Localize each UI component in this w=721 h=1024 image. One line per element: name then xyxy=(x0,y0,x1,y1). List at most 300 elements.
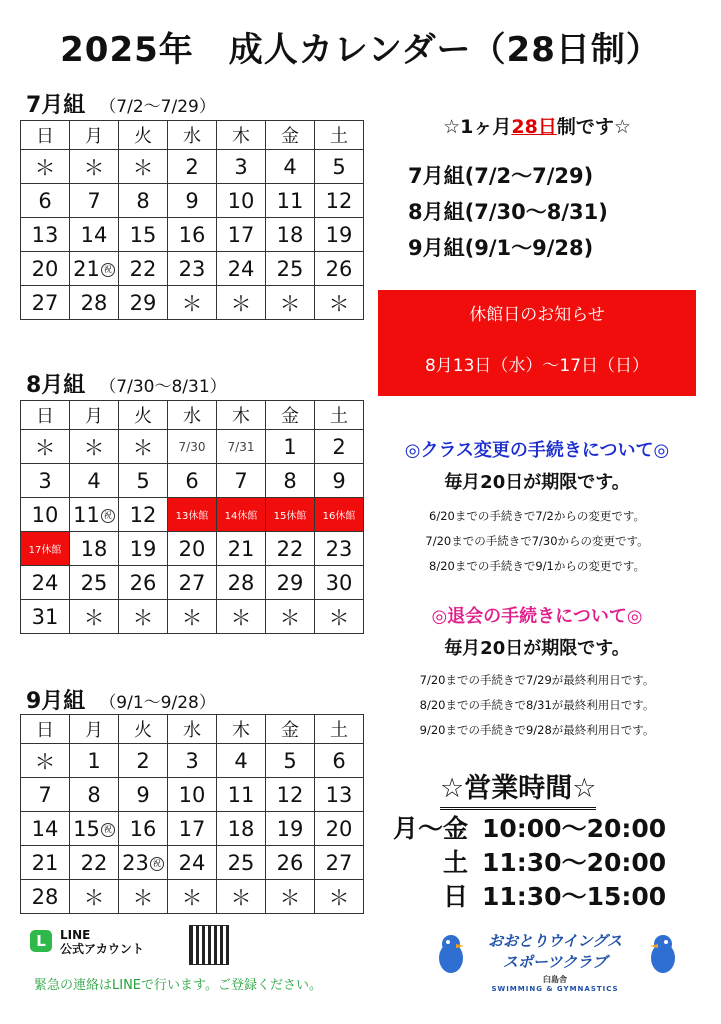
calendar-name: 7月組 xyxy=(26,93,86,118)
line-account: 公式アカウント xyxy=(60,942,144,956)
calendar-day-value: ＊ xyxy=(328,885,350,910)
calendar-day-value: ＊ xyxy=(279,291,301,316)
calendar-day-value: 6 xyxy=(38,188,52,213)
calendar-day-value: 1 xyxy=(283,434,297,459)
calendar-day-cell xyxy=(70,150,119,184)
weekday-header: 月 xyxy=(70,401,119,430)
calendar-day-cell xyxy=(217,218,266,252)
calendar-day-value: ＊ xyxy=(34,749,56,774)
calendar-day-value: ＊ xyxy=(279,885,301,910)
weekday-header: 木 xyxy=(217,121,266,150)
calendar-day-value: ＊ xyxy=(230,291,252,316)
withdrawal-line: 9/20までの手続きで9/28が最終利用日です。 xyxy=(419,723,655,737)
calendar-day-cell xyxy=(315,464,364,498)
calendar-day-value: ＊ xyxy=(230,605,252,630)
weekday-header: 月 xyxy=(70,715,119,744)
calendar-day-value: ＊ xyxy=(34,155,56,180)
calendar-day-value: 26 xyxy=(276,850,304,875)
weekday-header: 金 xyxy=(266,121,315,150)
page-title: 2025年 成人カレンダー（28日制） xyxy=(60,30,661,70)
calendar-july xyxy=(20,120,364,320)
calendar-day-value: 21 xyxy=(73,256,100,281)
weekday-header: 日 xyxy=(21,715,70,744)
calendar-day-value: 23 xyxy=(325,536,353,561)
hours-list xyxy=(372,812,666,914)
class-change-deadline: 毎月20日が期限です。 xyxy=(444,472,630,493)
calendar-day-cell xyxy=(315,846,364,880)
class-change-lines xyxy=(372,504,702,579)
group-list xyxy=(408,158,721,266)
calendar-day-value: ＊ xyxy=(83,885,105,910)
calendar-day-value: 8 xyxy=(87,782,101,807)
calendar-day-value: 12 xyxy=(276,782,304,807)
calendar-day-value: 11 xyxy=(227,782,255,807)
calendar-day-value: 9 xyxy=(185,188,199,213)
calendar-day-value: 7 xyxy=(87,188,101,213)
calendar-day-value: 1 xyxy=(87,748,101,773)
calendar-day-value: 31 xyxy=(31,604,59,629)
calendar-day-cell xyxy=(119,252,168,286)
calendar-day-cell xyxy=(315,880,364,914)
calendar-day-cell xyxy=(266,532,315,566)
calendar-day-cell xyxy=(266,150,315,184)
calendar-label-august xyxy=(26,368,227,399)
calendar-day-cell xyxy=(168,464,217,498)
calendar-day-value: 22 xyxy=(129,256,157,281)
calendar-day-value: 9 xyxy=(136,782,150,807)
calendar-day-value: 5 xyxy=(332,154,346,179)
calendar-week-row xyxy=(21,880,364,914)
calendar-day-value: 18 xyxy=(80,536,108,561)
holiday-badge: 祝 xyxy=(101,509,115,523)
weekday-header: 火 xyxy=(119,715,168,744)
calendar-day-value: 19 xyxy=(325,222,353,247)
calendar-day-value: 22 xyxy=(80,850,108,875)
class-change-line: 8/20までの手続きで9/1からの変更です。 xyxy=(429,559,645,573)
calendar-day-value: 24 xyxy=(227,256,255,281)
calendar-day-cell xyxy=(168,778,217,812)
calendar-week-row xyxy=(21,184,364,218)
hours-title: ☆営業時間☆ xyxy=(440,766,596,810)
calendar-week-row xyxy=(21,744,364,778)
calendar-day-cell xyxy=(119,566,168,600)
calendar-label-july xyxy=(26,88,216,119)
calendar-day-cell xyxy=(266,744,315,778)
withdrawal-lines xyxy=(372,668,702,743)
calendar-day-cell xyxy=(168,184,217,218)
calendar-day-cell xyxy=(315,778,364,812)
calendar-september xyxy=(20,714,364,914)
calendar-name: 8月組 xyxy=(26,373,86,398)
calendar-day-cell xyxy=(21,744,70,778)
calendar-day-cell xyxy=(217,498,266,532)
calendar-day-cell xyxy=(70,464,119,498)
calendar-day-cell xyxy=(315,218,364,252)
calendar-day-cell xyxy=(70,498,119,532)
calendar-day-cell xyxy=(168,846,217,880)
weekday-header: 金 xyxy=(266,715,315,744)
class-change-heading: ◎クラス変更の手続きについて◎ xyxy=(404,440,670,461)
hours-row xyxy=(372,812,666,846)
calendar-day-cell xyxy=(119,880,168,914)
calendar-august xyxy=(20,400,364,634)
line-logo-icon: L xyxy=(30,930,52,952)
calendar-day-value: 22 xyxy=(276,536,304,561)
calendar-day-value: 13 xyxy=(325,782,353,807)
calendar-day-cell xyxy=(21,778,70,812)
system-title xyxy=(372,112,702,139)
calendar-day-value: 27 xyxy=(31,290,59,315)
calendar-day-cell xyxy=(70,532,119,566)
calendar-day-value: 29 xyxy=(276,570,304,595)
calendar-day-value: 27 xyxy=(325,850,353,875)
calendar-day-cell xyxy=(266,184,315,218)
calendar-day-value: 23 xyxy=(122,850,149,875)
calendar-day-cell xyxy=(266,218,315,252)
calendar-day-value: 28 xyxy=(80,290,108,315)
closed-notice xyxy=(378,290,696,396)
calendar-week-row xyxy=(21,846,364,880)
calendar-week-row xyxy=(21,150,364,184)
calendar-day-value: 7 xyxy=(234,468,248,493)
calendar-day-cell xyxy=(70,252,119,286)
withdrawal-line: 8/20までの手続きで8/31が最終利用日です。 xyxy=(419,698,655,712)
calendar-day-cell xyxy=(21,430,70,464)
calendar-day-cell xyxy=(217,880,266,914)
calendar-day-cell xyxy=(266,600,315,634)
calendar-day-value: 14休館 xyxy=(224,511,258,522)
hours-time: 11:30〜20:00 xyxy=(482,848,667,877)
calendar-day-cell xyxy=(119,286,168,320)
calendar-day-cell xyxy=(266,846,315,880)
calendar-day-value: 7/30 xyxy=(178,439,206,454)
calendar-day-cell xyxy=(217,286,266,320)
calendar-day-value: ＊ xyxy=(83,435,105,460)
calendar-day-cell xyxy=(217,252,266,286)
calendar-day-value: 18 xyxy=(227,816,255,841)
calendar-day-cell xyxy=(21,286,70,320)
calendar-day-cell xyxy=(119,184,168,218)
calendar-day-value: 26 xyxy=(129,570,157,595)
calendar-day-cell xyxy=(119,744,168,778)
calendar-day-cell xyxy=(70,846,119,880)
calendar-day-cell xyxy=(70,880,119,914)
calendar-day-cell xyxy=(21,464,70,498)
system-title-highlight: 28日 xyxy=(511,116,557,138)
calendar-day-value: 7 xyxy=(38,782,52,807)
calendar-day-value: 8 xyxy=(136,188,150,213)
weekday-header-row xyxy=(21,401,364,430)
weekday-header: 土 xyxy=(315,715,364,744)
calendar-day-cell xyxy=(168,286,217,320)
calendar-day-value: 16 xyxy=(129,816,157,841)
calendar-week-row xyxy=(21,430,364,464)
weekday-header: 金 xyxy=(266,401,315,430)
calendar-day-cell xyxy=(168,532,217,566)
calendar-day-cell xyxy=(315,150,364,184)
withdrawal-heading: ◎退会の手続きについて◎ xyxy=(431,606,643,627)
calendar-range: （7/2〜7/29） xyxy=(99,97,216,117)
calendar-day-value: ＊ xyxy=(279,605,301,630)
weekday-header: 水 xyxy=(168,715,217,744)
withdrawal-line: 7/20までの手続きで7/29が最終利用日です。 xyxy=(419,673,655,687)
calendar-week-row xyxy=(21,600,364,634)
calendar-day-value: ＊ xyxy=(132,435,154,460)
bird-mascot-icon xyxy=(432,930,470,980)
calendar-day-cell xyxy=(266,286,315,320)
calendar-day-value: ＊ xyxy=(34,435,56,460)
system-title-suffix: 制です☆ xyxy=(556,116,631,138)
line-name: LINE xyxy=(60,928,91,942)
calendar-day-cell xyxy=(315,812,364,846)
calendar-day-cell xyxy=(70,600,119,634)
club-tagline: SWIMMING & GYMNASTICS xyxy=(491,985,619,993)
calendar-day-cell xyxy=(315,744,364,778)
calendar-day-cell xyxy=(168,150,217,184)
calendar-label-september xyxy=(26,684,216,715)
calendar-day-value: 17休館 xyxy=(28,545,62,556)
holiday-badge: 祝 xyxy=(150,857,164,871)
club-name-1: おおとりウイングス xyxy=(487,932,623,950)
calendar-week-row xyxy=(21,812,364,846)
calendar-day-cell xyxy=(70,218,119,252)
calendar-day-cell xyxy=(21,252,70,286)
calendar-day-value: 24 xyxy=(178,850,206,875)
calendar-day-cell xyxy=(119,778,168,812)
hours-day: 土 xyxy=(442,848,468,877)
calendar-day-value: ＊ xyxy=(83,155,105,180)
calendar-day-value: 21 xyxy=(31,850,59,875)
calendar-day-cell xyxy=(315,498,364,532)
weekday-header: 土 xyxy=(315,121,364,150)
calendar-day-value: 2 xyxy=(332,434,346,459)
calendar-day-cell xyxy=(217,464,266,498)
calendar-day-value: ＊ xyxy=(181,291,203,316)
calendar-week-row xyxy=(21,498,364,532)
calendar-week-row xyxy=(21,286,364,320)
calendar-day-value: 13 xyxy=(31,222,59,247)
calendar-day-value: 16 xyxy=(178,222,206,247)
calendar-day-cell xyxy=(21,218,70,252)
calendar-day-cell xyxy=(21,600,70,634)
calendar-day-cell xyxy=(315,600,364,634)
calendar-day-value: 13休館 xyxy=(175,511,209,522)
calendar-day-value: 26 xyxy=(325,256,353,281)
calendar-week-row xyxy=(21,218,364,252)
calendar-day-value: ＊ xyxy=(132,155,154,180)
closed-heading: 休館日のお知らせ xyxy=(469,305,605,325)
calendar-day-value: 25 xyxy=(227,850,255,875)
calendar-day-cell xyxy=(168,744,217,778)
calendar-day-value: 11 xyxy=(276,188,304,213)
calendar-day-cell xyxy=(119,464,168,498)
weekday-header: 日 xyxy=(21,401,70,430)
calendar-day-value: ＊ xyxy=(230,885,252,910)
calendar-day-value: 18 xyxy=(276,222,304,247)
calendar-day-cell xyxy=(168,600,217,634)
calendar-day-value: 5 xyxy=(136,468,150,493)
calendar-day-cell xyxy=(119,430,168,464)
calendar-day-cell xyxy=(70,430,119,464)
calendar-day-value: 17 xyxy=(227,222,255,247)
calendar-day-value: 20 xyxy=(31,256,59,281)
calendar-day-cell xyxy=(21,184,70,218)
calendar-day-value: 10 xyxy=(31,502,59,527)
calendar-day-cell xyxy=(217,600,266,634)
calendar-day-value: 15 xyxy=(129,222,157,247)
calendar-day-value: 5 xyxy=(283,748,297,773)
group-item: 9月組(9/1〜9/28) xyxy=(408,236,594,260)
calendar-day-value: 27 xyxy=(178,570,206,595)
withdrawal-deadline: 毎月20日が期限です。 xyxy=(444,638,630,659)
calendar-day-cell xyxy=(315,566,364,600)
calendar-day-cell xyxy=(315,252,364,286)
holiday-badge: 祝 xyxy=(101,263,115,277)
calendar-day-value: ＊ xyxy=(181,885,203,910)
system-title-prefix: ☆1ヶ月 xyxy=(443,116,512,138)
calendar-day-cell xyxy=(217,184,266,218)
calendar-day-cell xyxy=(21,846,70,880)
calendar-day-value: 29 xyxy=(129,290,157,315)
calendar-day-value: 24 xyxy=(31,570,59,595)
calendar-day-value: 16休館 xyxy=(322,511,356,522)
weekday-header: 水 xyxy=(168,401,217,430)
calendar-day-cell xyxy=(119,498,168,532)
calendar-day-value: 19 xyxy=(276,816,304,841)
calendar-day-value: 3 xyxy=(38,468,52,493)
bird-mascot-icon xyxy=(644,930,682,980)
calendar-day-value: ＊ xyxy=(132,885,154,910)
weekday-header: 土 xyxy=(315,401,364,430)
weekday-header: 火 xyxy=(119,401,168,430)
calendar-day-cell xyxy=(70,286,119,320)
calendar-day-value: 10 xyxy=(178,782,206,807)
calendar-day-value: 15休館 xyxy=(273,511,307,522)
calendar-day-value: 17 xyxy=(178,816,206,841)
calendar-day-value: 10 xyxy=(227,188,255,213)
calendar-day-cell xyxy=(168,498,217,532)
calendar-day-value: ＊ xyxy=(328,605,350,630)
calendar-day-value: 15 xyxy=(73,816,100,841)
calendar-day-cell xyxy=(70,812,119,846)
calendar-day-cell xyxy=(168,252,217,286)
calendar-day-cell xyxy=(168,812,217,846)
calendar-week-row xyxy=(21,566,364,600)
calendar-day-value: 7/31 xyxy=(227,439,255,454)
calendar-day-cell xyxy=(266,880,315,914)
class-change-line: 6/20までの手続きで7/2からの変更です。 xyxy=(429,509,645,523)
calendar-day-value: 21 xyxy=(227,536,255,561)
weekday-header: 木 xyxy=(217,715,266,744)
calendar-day-cell xyxy=(217,846,266,880)
club-name-2: スポーツクラブ xyxy=(502,953,608,971)
calendar-day-value: 19 xyxy=(129,536,157,561)
calendar-day-cell xyxy=(168,880,217,914)
calendar-day-value: 3 xyxy=(185,748,199,773)
weekday-header: 木 xyxy=(217,401,266,430)
calendar-day-value: 9 xyxy=(332,468,346,493)
calendar-day-value: ＊ xyxy=(132,605,154,630)
calendar-day-value: 4 xyxy=(283,154,297,179)
calendar-day-value: 14 xyxy=(80,222,108,247)
calendar-day-value: 2 xyxy=(136,748,150,773)
calendar-day-cell xyxy=(266,498,315,532)
calendar-day-cell xyxy=(266,430,315,464)
calendar-day-value: 6 xyxy=(185,468,199,493)
calendar-day-cell xyxy=(21,150,70,184)
club-branch: 臼島舎 xyxy=(543,975,567,984)
calendar-day-cell xyxy=(217,744,266,778)
qr-code-icon[interactable] xyxy=(190,926,228,964)
calendar-day-cell xyxy=(266,778,315,812)
weekday-header: 火 xyxy=(119,121,168,150)
calendar-day-value: 3 xyxy=(234,154,248,179)
calendar-day-cell xyxy=(266,812,315,846)
calendar-day-cell xyxy=(119,846,168,880)
emergency-notice: 緊急の連絡はLINEで行います。ご登録ください。 xyxy=(34,978,322,993)
calendar-day-value: 11 xyxy=(73,502,100,527)
calendar-range: （9/1〜9/28） xyxy=(99,693,216,713)
calendar-day-cell xyxy=(168,218,217,252)
class-change-section xyxy=(372,436,702,579)
calendar-day-cell xyxy=(266,566,315,600)
calendar-day-cell xyxy=(119,600,168,634)
weekday-header: 日 xyxy=(21,121,70,150)
calendar-name: 9月組 xyxy=(26,689,86,714)
calendar-day-value: 25 xyxy=(80,570,108,595)
hours-time: 10:00〜20:00 xyxy=(482,814,667,843)
hours-row xyxy=(372,880,666,914)
calendar-day-value: 6 xyxy=(332,748,346,773)
calendar-day-value: 25 xyxy=(276,256,304,281)
calendar-day-value: 14 xyxy=(31,816,59,841)
calendar-day-value: 12 xyxy=(325,188,353,213)
calendar-day-value: 8 xyxy=(283,468,297,493)
calendar-day-value: 28 xyxy=(31,884,59,909)
group-item: 8月組(7/30〜8/31) xyxy=(408,200,608,224)
calendar-day-cell xyxy=(315,286,364,320)
calendar-day-cell xyxy=(21,880,70,914)
calendar-week-row xyxy=(21,778,364,812)
calendar-day-value: ＊ xyxy=(328,291,350,316)
calendar-week-row xyxy=(21,464,364,498)
calendar-range: （7/30〜8/31） xyxy=(99,377,227,397)
calendar-day-cell xyxy=(21,532,70,566)
calendar-day-cell xyxy=(119,532,168,566)
calendar-day-cell xyxy=(266,252,315,286)
weekday-header: 月 xyxy=(70,121,119,150)
calendar-day-cell xyxy=(119,812,168,846)
withdrawal-section xyxy=(372,602,702,743)
calendar-day-cell xyxy=(70,566,119,600)
calendar-day-value: 2 xyxy=(185,154,199,179)
calendar-day-value: 23 xyxy=(178,256,206,281)
calendar-day-cell xyxy=(266,464,315,498)
calendar-day-cell xyxy=(119,218,168,252)
calendar-day-cell xyxy=(70,184,119,218)
hours-time: 11:30〜15:00 xyxy=(482,882,667,911)
calendar-day-cell xyxy=(217,430,266,464)
line-account-label xyxy=(60,928,144,956)
calendar-day-cell xyxy=(315,184,364,218)
calendar-day-cell xyxy=(217,566,266,600)
holiday-badge: 祝 xyxy=(101,823,115,837)
calendar-day-cell xyxy=(21,812,70,846)
calendar-day-value: 20 xyxy=(325,816,353,841)
calendar-day-cell xyxy=(315,532,364,566)
calendar-day-value: 12 xyxy=(129,502,157,527)
group-item: 7月組(7/2〜7/29) xyxy=(408,164,594,188)
